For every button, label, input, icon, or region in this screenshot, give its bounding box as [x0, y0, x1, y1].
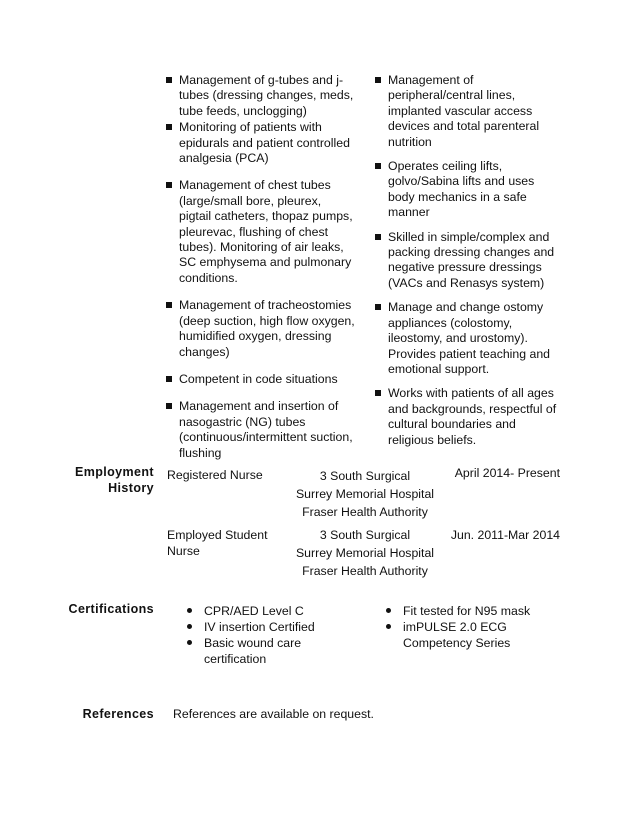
- skill-text: Management of peripheral/central lines, implanted vascular access devices and total parenteral nutrition: [388, 73, 540, 149]
- references-text: References are available on request.: [173, 707, 374, 721]
- skill-text: Monitoring of patients with epidurals and patient controlled analgesia (PCA): [179, 120, 350, 166]
- skill-item: [165, 120, 355, 166]
- skill-text: Operates ceiling lifts, golvo/Sabina lifts and uses body mechanics in a safe manner: [388, 159, 535, 220]
- round-bullet-icon: [187, 608, 192, 613]
- square-bullet-icon: [166, 403, 172, 409]
- skill-item: [374, 386, 564, 448]
- square-bullet-icon: [375, 234, 381, 240]
- certification-item: imPULSE 2.0 ECG Competency Series: [383, 619, 533, 651]
- square-bullet-icon: [375, 77, 381, 83]
- certifications-list-right: [383, 603, 553, 651]
- skills-list-left: [165, 73, 355, 461]
- certifications-list-left: [184, 603, 354, 667]
- round-bullet-icon: [386, 624, 391, 629]
- employment-history-heading: Employment History: [74, 465, 154, 495]
- square-bullet-icon: [166, 302, 172, 308]
- skill-text: Management of g-tubes and j-tubes (dressing changes, meds, tube feeds, unclogging): [179, 73, 354, 118]
- employment-place: 3 South Surgical Surrey Memorial Hospital Fraser Health Authority: [295, 469, 435, 519]
- skill-item: [165, 298, 355, 360]
- skill-item: [374, 159, 564, 221]
- round-bullet-icon: [187, 640, 192, 645]
- skill-item: [374, 73, 564, 150]
- skill-item: [165, 399, 355, 461]
- skill-text: Skilled in simple/complex and packing dressing changes and negative pressure dressings (VACs and Renasys system): [388, 229, 555, 290]
- square-bullet-icon: [375, 163, 381, 169]
- square-bullet-icon: [166, 77, 172, 83]
- certification-item: CPR/AED Level C: [184, 603, 354, 619]
- skill-text: Works with patients of all ages and backgrounds, respectful of cultural boundaries and religious beliefs.: [388, 386, 557, 447]
- skill-item: [165, 73, 355, 119]
- employment-role: Employed Student Nurse: [167, 528, 268, 558]
- certification-item: Fit tested for N95 mask: [383, 603, 553, 619]
- employment-role: Registered Nurse: [167, 468, 263, 482]
- skill-text: Manage and change ostomy appliances (colostomy, ileostomy, and urostomy). Provides patient teaching and emotional support.: [388, 300, 551, 376]
- employment-dates: Jun. 2011-Mar 2014: [450, 528, 560, 542]
- certification-item: Basic wound care certification: [184, 635, 314, 667]
- square-bullet-icon: [375, 390, 381, 396]
- employment-dates: April 2014- Present: [454, 466, 560, 480]
- employment-place: 3 South Surgical Surrey Memorial Hospital Fraser Health Authority: [295, 528, 435, 578]
- skill-item: [374, 230, 564, 292]
- skill-text: Management and insertion of nasogastric (NG) tubes (continuous/intermittent suction, flushing: [179, 399, 353, 460]
- skill-text: Management of tracheostomies (deep suction, high flow oxygen, humidified oxygen, dressing changes): [179, 298, 355, 359]
- round-bullet-icon: [187, 624, 192, 629]
- square-bullet-icon: [166, 182, 172, 188]
- certifications-heading: Certifications: [68, 602, 154, 616]
- square-bullet-icon: [375, 304, 381, 310]
- skill-text: Competent in code situations: [179, 371, 338, 386]
- references-heading: References: [82, 707, 154, 721]
- skills-list-right: [374, 73, 564, 448]
- square-bullet-icon: [166, 376, 172, 382]
- round-bullet-icon: [386, 608, 391, 613]
- skill-item: [165, 178, 355, 286]
- skill-item: [165, 372, 355, 387]
- certification-item: IV insertion Certified: [184, 619, 354, 635]
- skill-text: Management of chest tubes (large/small bore, pleurex, pigtail catheters, thopaz pumps, pleurevac, flushing of chest tubes). Monitoring of air leaks, SC emphysema and pulmonary conditions.: [179, 178, 353, 285]
- square-bullet-icon: [166, 124, 172, 130]
- skill-item: [374, 300, 564, 377]
